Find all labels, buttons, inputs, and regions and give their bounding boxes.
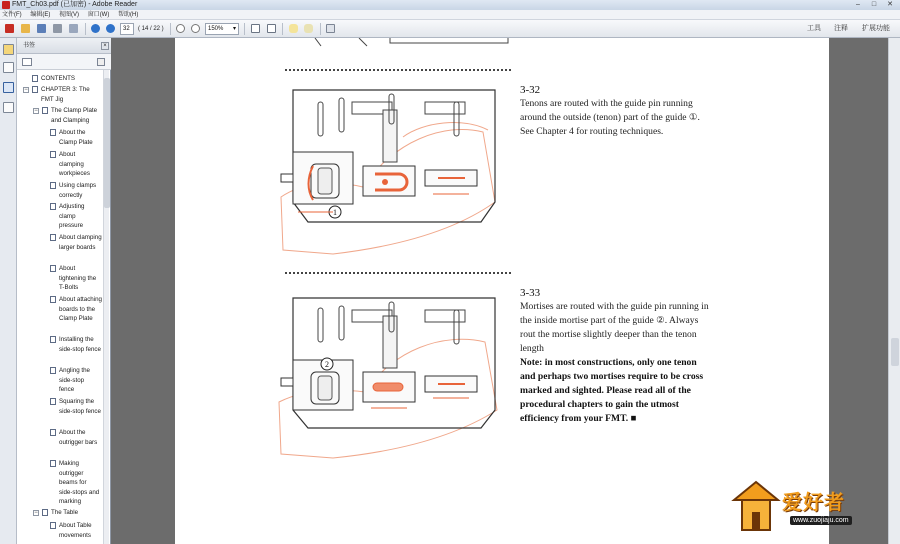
figure-note bbox=[520, 356, 712, 426]
zoom-out-icon bbox=[176, 24, 185, 33]
zoom-select[interactable] bbox=[205, 23, 239, 35]
page-icon bbox=[50, 129, 56, 136]
bookmarks-panel bbox=[17, 38, 111, 544]
lock-icon[interactable] bbox=[3, 44, 14, 55]
options-menu-icon[interactable] bbox=[22, 58, 32, 66]
comment-panel-button[interactable]: 注释 bbox=[834, 25, 848, 32]
page-icon bbox=[42, 509, 48, 516]
document-area bbox=[111, 38, 900, 544]
bookmarks-title: 书签 bbox=[23, 43, 36, 49]
page-icon bbox=[50, 429, 56, 436]
page-icon bbox=[50, 398, 56, 405]
page-icon bbox=[42, 107, 48, 114]
figure-number: 3-32 bbox=[520, 84, 541, 96]
scroll-thumb[interactable] bbox=[104, 78, 110, 208]
create-pdf-icon bbox=[5, 24, 14, 33]
menu-view[interactable]: 视图(V) bbox=[59, 12, 80, 18]
email-icon bbox=[69, 24, 78, 33]
page-icon bbox=[32, 75, 38, 82]
menu-bar bbox=[0, 10, 900, 20]
bookmarks-header bbox=[17, 38, 111, 54]
page-icon bbox=[50, 522, 56, 529]
page-icon bbox=[50, 182, 56, 189]
fit-page-icon bbox=[251, 24, 260, 33]
zoom-in-button[interactable] bbox=[189, 22, 202, 35]
pdf-page bbox=[175, 38, 829, 544]
callout-2: 2 bbox=[325, 360, 329, 369]
prev-page-button[interactable] bbox=[89, 22, 102, 35]
page-number-input[interactable]: 32 bbox=[120, 23, 134, 35]
watermark-url: www.zuojiaju.com bbox=[790, 516, 852, 525]
page-icon bbox=[50, 460, 56, 467]
zoom-value: 150% bbox=[208, 26, 224, 32]
save-button[interactable] bbox=[35, 22, 48, 35]
highlight-button[interactable] bbox=[302, 22, 315, 35]
open-button[interactable] bbox=[19, 22, 32, 35]
close-button[interactable]: ✕ bbox=[887, 1, 893, 8]
arrow-down-icon bbox=[106, 24, 115, 33]
bookmarks-scrollbar[interactable] bbox=[103, 70, 109, 544]
expand-button[interactable] bbox=[324, 22, 337, 35]
figure-number: 3-33 bbox=[520, 287, 541, 299]
figure-note-text: Note: in most constructions, only one tenon and perhaps two mortises require to be cross marked and sighted. Please read all of the procedural chapters to gain the utmost efficiency from your FMT. bbox=[520, 357, 704, 424]
menu-help[interactable]: 帮助(H) bbox=[118, 12, 139, 18]
next-page-button[interactable] bbox=[104, 22, 117, 35]
callout-1: 1 bbox=[333, 208, 337, 217]
email-button[interactable] bbox=[67, 22, 80, 35]
figure-3-32-drawing bbox=[273, 82, 503, 258]
fit-page-button[interactable] bbox=[249, 22, 262, 35]
document-scrollbar[interactable] bbox=[888, 38, 900, 544]
chevron-down-icon: ▾ bbox=[232, 26, 236, 32]
create-pdf-button[interactable] bbox=[3, 22, 16, 35]
arrow-up-icon bbox=[91, 24, 100, 33]
fit-width-button[interactable] bbox=[265, 22, 278, 35]
figure-caption: Tenons are routed with the guide pin running around the outside (tenon) part of the guide ①. See Chapter 4 for routing techniques. bbox=[520, 98, 700, 137]
pages-icon[interactable] bbox=[3, 62, 14, 73]
watermark-text: 爱好者 bbox=[782, 490, 845, 514]
bookmark-icon[interactable] bbox=[3, 82, 14, 93]
toolbar bbox=[0, 20, 900, 38]
bookmarks-toolbar bbox=[17, 54, 111, 70]
page-icon bbox=[50, 367, 56, 374]
page-icon bbox=[50, 234, 56, 241]
folder-icon bbox=[21, 24, 30, 33]
page-icon bbox=[50, 296, 56, 303]
window-title: FMT_Ch03.pdf (已加密) - Adobe Reader bbox=[12, 1, 138, 8]
maximize-button[interactable]: □ bbox=[871, 1, 877, 8]
collapse-toggle-icon[interactable]: − bbox=[34, 108, 38, 114]
zoom-out-button[interactable] bbox=[174, 22, 187, 35]
house-logo-icon bbox=[730, 478, 782, 536]
collapse-toggle-icon[interactable]: − bbox=[24, 87, 28, 93]
page-icon bbox=[32, 86, 38, 93]
previous-figure-fragment bbox=[275, 38, 515, 50]
menu-edit[interactable]: 编辑(E) bbox=[30, 12, 51, 18]
print-button[interactable] bbox=[51, 22, 64, 35]
close-panel-icon[interactable]: × bbox=[101, 42, 109, 50]
print-icon bbox=[53, 24, 62, 33]
menu-window[interactable]: 窗口(W) bbox=[87, 12, 110, 18]
expand-icon bbox=[326, 24, 335, 33]
figure-3-33-drawing bbox=[273, 292, 503, 462]
comment-button[interactable] bbox=[287, 22, 300, 35]
comment-icon bbox=[289, 24, 298, 33]
dotted-separator bbox=[285, 272, 511, 274]
minimize-button[interactable]: – bbox=[856, 1, 860, 8]
pdf-app-icon bbox=[2, 1, 10, 9]
page-icon bbox=[50, 336, 56, 343]
page-count: ( 14 / 22 ) bbox=[138, 26, 164, 32]
bookmark-tree: CONTENTS − CHAPTER 3: The FMT Jig − The Clamp Plate and Clamping About the Clamp Plate About clamping workpieces Using clamps correctly Adjusting clamp pressure About clamping larger boards About tightening the T-Bolts About attaching boards to the Clamp Plate Installing the side-stop fence Angling the side-stop fence Squaring the side-stop fence About the outrigger bars Making outrigger beams for side-stops and marking − The Table About Table movements bbox=[24, 75, 103, 539]
collapse-toggle-icon[interactable]: − bbox=[34, 510, 38, 516]
page-icon bbox=[50, 265, 56, 272]
menu-file[interactable]: 文件(F) bbox=[2, 12, 22, 18]
navigation-strip bbox=[0, 38, 17, 544]
scroll-thumb[interactable] bbox=[891, 338, 899, 366]
tools-button[interactable]: 工具 bbox=[807, 25, 821, 32]
figure-caption: Mortises are routed with the guide pin running in the inside mortise part of the guide ②. Always rout the mortise slightly deeper than the tenon length bbox=[520, 301, 709, 354]
highlight-icon bbox=[304, 24, 313, 33]
title-bar bbox=[0, 0, 900, 10]
fit-width-icon bbox=[267, 24, 276, 33]
end-mark-icon: ■ bbox=[630, 413, 637, 424]
save-icon bbox=[37, 24, 46, 33]
extended-button[interactable]: 扩展功能 bbox=[862, 25, 890, 32]
expand-bookmark-icon[interactable] bbox=[97, 58, 105, 66]
zoom-in-icon bbox=[191, 24, 200, 33]
attachment-icon[interactable] bbox=[3, 102, 14, 113]
watermark-logo bbox=[730, 478, 895, 538]
page-icon bbox=[50, 203, 56, 210]
page-icon bbox=[50, 151, 56, 158]
dotted-separator bbox=[285, 69, 511, 71]
